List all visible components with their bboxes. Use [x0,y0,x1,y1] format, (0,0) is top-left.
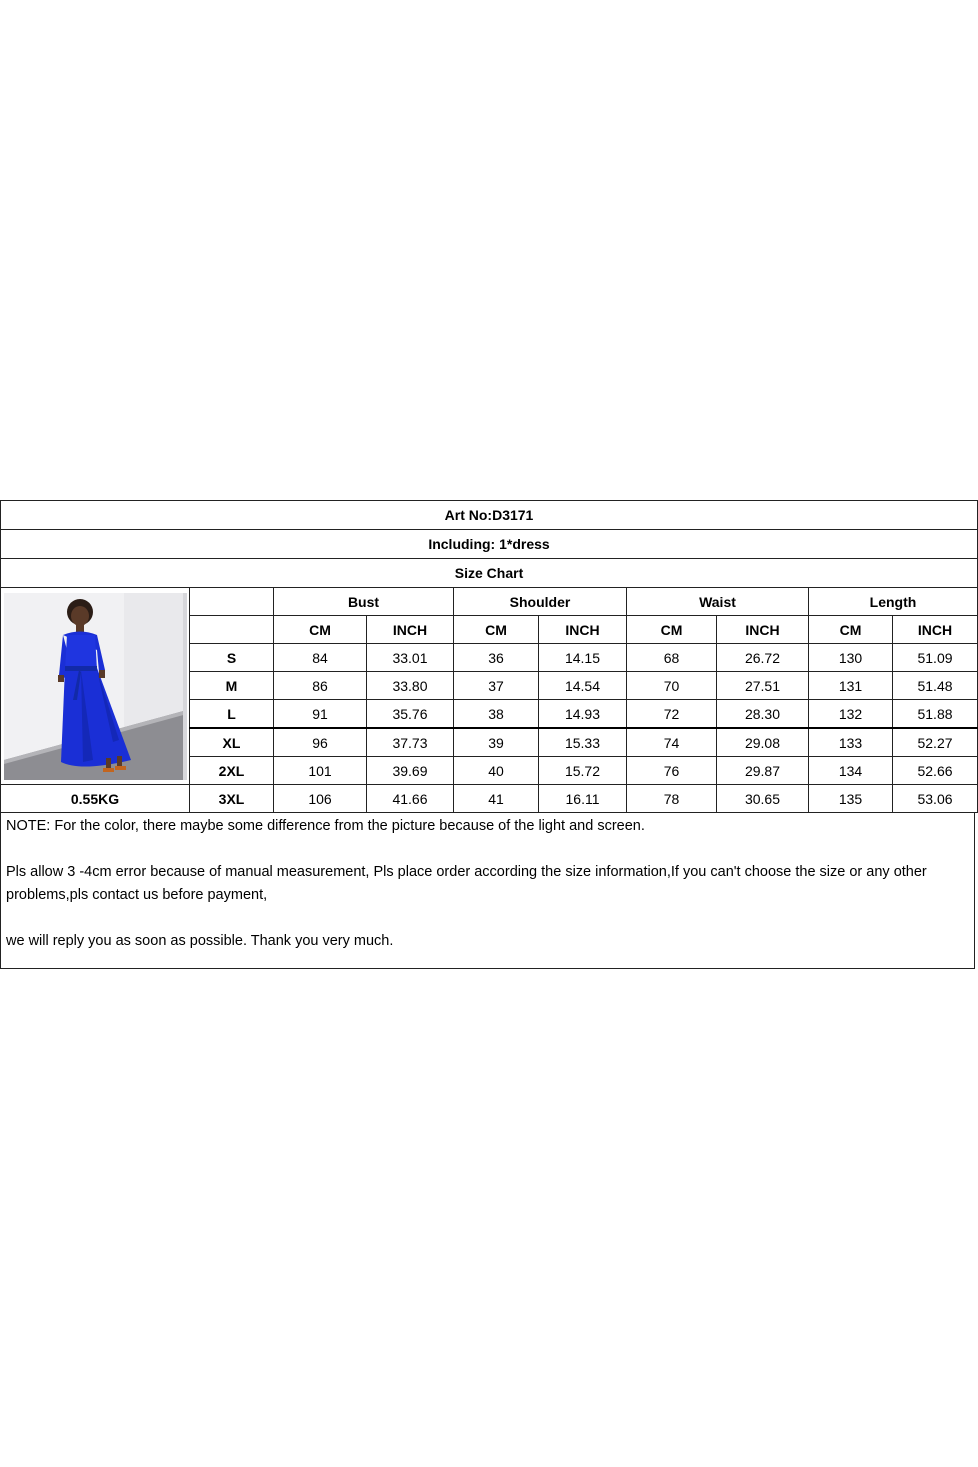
table-cell: 37 [454,672,539,700]
table-cell: 15.33 [539,728,627,757]
size-header-blank [190,588,274,616]
table-cell: 38 [454,700,539,729]
table-cell: 14.15 [539,644,627,672]
size-label: 3XL [190,785,274,813]
table-cell: 14.54 [539,672,627,700]
table-cell: 106 [274,785,367,813]
table-cell: 135 [809,785,893,813]
table-cell: 36 [454,644,539,672]
chart-title: Size Chart [1,559,978,588]
table-cell: 33.01 [367,644,454,672]
table-cell: 33.80 [367,672,454,700]
group-bust: Bust [274,588,454,616]
unit-shoulder-cm: CM [454,616,539,644]
table-cell: 29.08 [717,728,809,757]
table-cell: 27.51 [717,672,809,700]
note-measurement: Pls allow 3 -4cm error because of manual measurement, Pls place order according the size information,If you can't choose the size or any other problems,pls contact us before payment, [6,864,927,903]
size-label: L [190,700,274,729]
unit-header-blank [190,616,274,644]
table-cell: 133 [809,728,893,757]
art-number: Art No:D3171 [1,501,978,530]
group-waist: Waist [627,588,809,616]
table-cell: 39 [454,728,539,757]
table-cell: 14.93 [539,700,627,729]
table-cell: 91 [274,700,367,729]
unit-length-inch: INCH [893,616,978,644]
table-cell: 132 [809,700,893,729]
table-cell: 84 [274,644,367,672]
table-cell: 41.66 [367,785,454,813]
dress-photo-image [1,590,190,783]
table-cell: 70 [627,672,717,700]
unit-waist-cm: CM [627,616,717,644]
table-cell: 37.73 [367,728,454,757]
table-cell: 76 [627,757,717,785]
table-cell: 16.11 [539,785,627,813]
table-row [1,785,978,813]
product-photo [1,588,190,785]
group-length: Length [809,588,978,616]
size-label: S [190,644,274,672]
table-cell: 40 [454,757,539,785]
table-cell: 74 [627,728,717,757]
table-cell: 51.88 [893,700,978,729]
table-cell: 39.69 [367,757,454,785]
table-cell: 51.48 [893,672,978,700]
table-cell: 35.76 [367,700,454,729]
size-chart-sheet [0,500,977,969]
table-cell: 101 [274,757,367,785]
table-cell: 41 [454,785,539,813]
table-cell: 30.65 [717,785,809,813]
table-cell: 78 [627,785,717,813]
size-label: XL [190,728,274,757]
table-cell: 15.72 [539,757,627,785]
notes-box [0,813,975,969]
unit-bust-cm: CM [274,616,367,644]
size-label: 2XL [190,757,274,785]
table-cell: 131 [809,672,893,700]
table-cell: 28.30 [717,700,809,729]
note-reply: we will reply you as soon as possible. Thank you very much. [6,933,394,949]
table-cell: 86 [274,672,367,700]
table-cell: 52.27 [893,728,978,757]
note-color: NOTE: For the color, there maybe some difference from the picture because of the light and screen. [6,818,645,834]
table-cell: 52.66 [893,757,978,785]
table-cell: 96 [274,728,367,757]
table-cell: 53.06 [893,785,978,813]
including-line: Including: 1*dress [1,530,978,559]
group-shoulder: Shoulder [454,588,627,616]
table-cell: 130 [809,644,893,672]
unit-bust-inch: INCH [367,616,454,644]
table-cell: 29.87 [717,757,809,785]
table-cell: 26.72 [717,644,809,672]
unit-shoulder-inch: INCH [539,616,627,644]
table-cell: 51.09 [893,644,978,672]
table-cell: 68 [627,644,717,672]
product-weight: 0.55KG [1,785,190,813]
unit-waist-inch: INCH [717,616,809,644]
table-cell: 134 [809,757,893,785]
size-chart-table [0,500,978,813]
table-cell: 72 [627,700,717,729]
size-label: M [190,672,274,700]
unit-length-cm: CM [809,616,893,644]
